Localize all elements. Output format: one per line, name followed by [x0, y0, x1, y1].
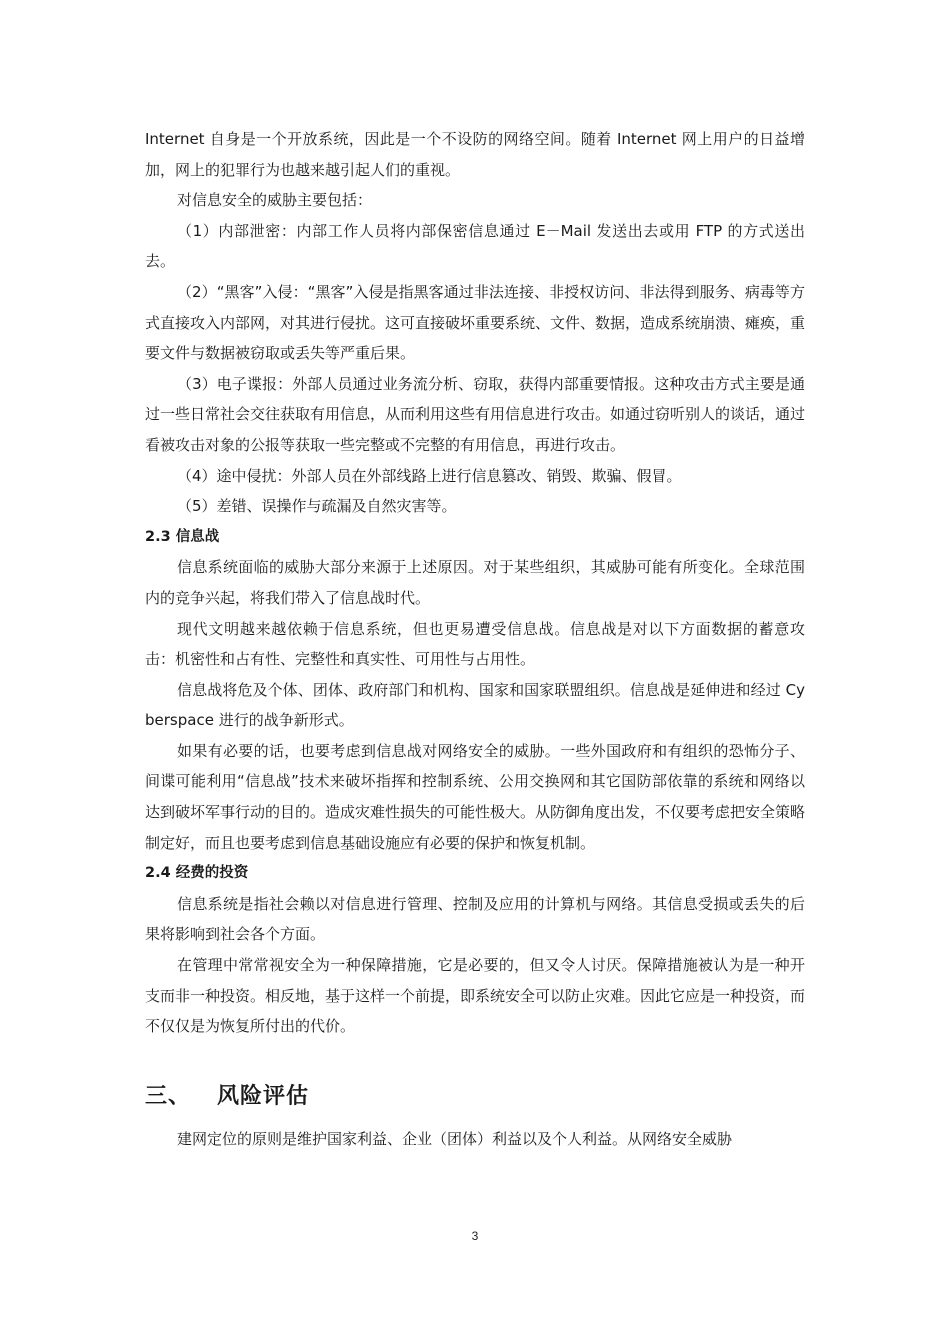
body-paragraph: 信息战将危及个体、团体、政府部门和机构、国家和国家联盟组织。信息战是延伸进和经过 Cyberspace 进行的战争新形式。 — [145, 680, 805, 730]
body-paragraph: 建网定位的原则是维护国家利益、企业（团体）利益以及个人利益。从网络安全威胁 — [177, 1129, 733, 1148]
list-item-paragraph: （3）电子谍报：外部人员通过业务流分析、窃取，获得内部重要情报。这种攻击方式主要是通过一些日常社会交往获取有用信息，从而利用这些有用信息进行攻击。如通过窃听别人的谈话，通过看被攻击对象的公报等获取一些完整或不完整的有用信息，再进行攻击。 — [145, 374, 806, 454]
list-item-paragraph: （2）“黑客”入侵：“黑客”入侵是指黑客通过非法连接、非授权访问、非法得到服务、病毒等方式直接攻入内部网，对其进行侵扰。这可直接破坏重要系统、文件、数据，造成系统崩溃、瘫痪，重要文件与数据被窃取或丢失等严重后果。 — [145, 282, 806, 363]
list-item-paragraph: （4）途中侵扰：外部人员在外部线路上进行信息篡改、销毁、欺骗、假冒。 — [177, 466, 682, 485]
section-heading-2-3: 2.3 信息战 — [145, 528, 220, 545]
list-item-paragraph: （5）差错、误操作与疏漏及自然灾害等。 — [177, 497, 457, 516]
page-number: 3 — [471, 1229, 479, 1243]
body-paragraph: 在管理中常常视安全为一种保障措施，它是必要的，但又令人讨厌。保障措施被认为是一种开支而非一种投资。相反地，基于这样一个前提，即系统安全可以防止灾难。因此它应是一种投资，而不仅仅是为恢复所付出的代价。 — [145, 956, 806, 1036]
chapter-heading-3 — [145, 1082, 805, 1112]
list-item-paragraph: （1）内部泄密：内部工作人员将内部保密信息通过 E－Mail 发送出去或用 FTP 的方式送出去。 — [145, 221, 805, 271]
section-heading-2-4: 2.4 经费的投资 — [145, 865, 249, 882]
page-body — [145, 124, 805, 1154]
chapter-title: 风险评估 — [217, 1083, 310, 1109]
body-paragraph: 信息系统面临的威胁大部分来源于上述原因。对于某些组织，其威胁可能有所变化。全球范围 内的竞争兴起，将我们带入了信息战时代。 — [145, 558, 805, 607]
chapter-number: 三、 — [145, 1083, 192, 1109]
body-paragraph: 现代文明越来越依赖于信息系统，但也更易遭受信息战。信息战是对以下方面数据的蓄意攻击：机密性和占有性、完整性和真实性、可用性与占用性。 — [145, 619, 805, 669]
body-paragraph: Internet 自身是一个开放系统，因此是一个不设防的网络空间。随着 Internet 网上用户的日益增加，网上的犯罪行为也越来越引起人们的重视。 — [145, 130, 805, 179]
body-paragraph: 信息系统是指社会赖以对信息进行管理、控制及应用的计算机与网络。其信息受损或丢失的后果将影响到社会各个方面。 — [145, 894, 805, 944]
body-paragraph: 对信息安全的威胁主要包括： — [177, 191, 373, 210]
body-paragraph: 如果有必要的话，也要考虑到信息战对网络安全的威胁。一些外国政府和有组织的恐怖分子、间谍可能利用“信息战”技术来破坏指挥和控制系统、公用交换网和其它国防部依靠的系统和网络以达到破坏军事行动的目的。造成灾难性损失的可能性极大。从防御角度出发，不仅要考虑把安全策略制定好，而且也要考虑到信息基础设施应有必要的保护和恢复机制。 — [145, 741, 806, 852]
